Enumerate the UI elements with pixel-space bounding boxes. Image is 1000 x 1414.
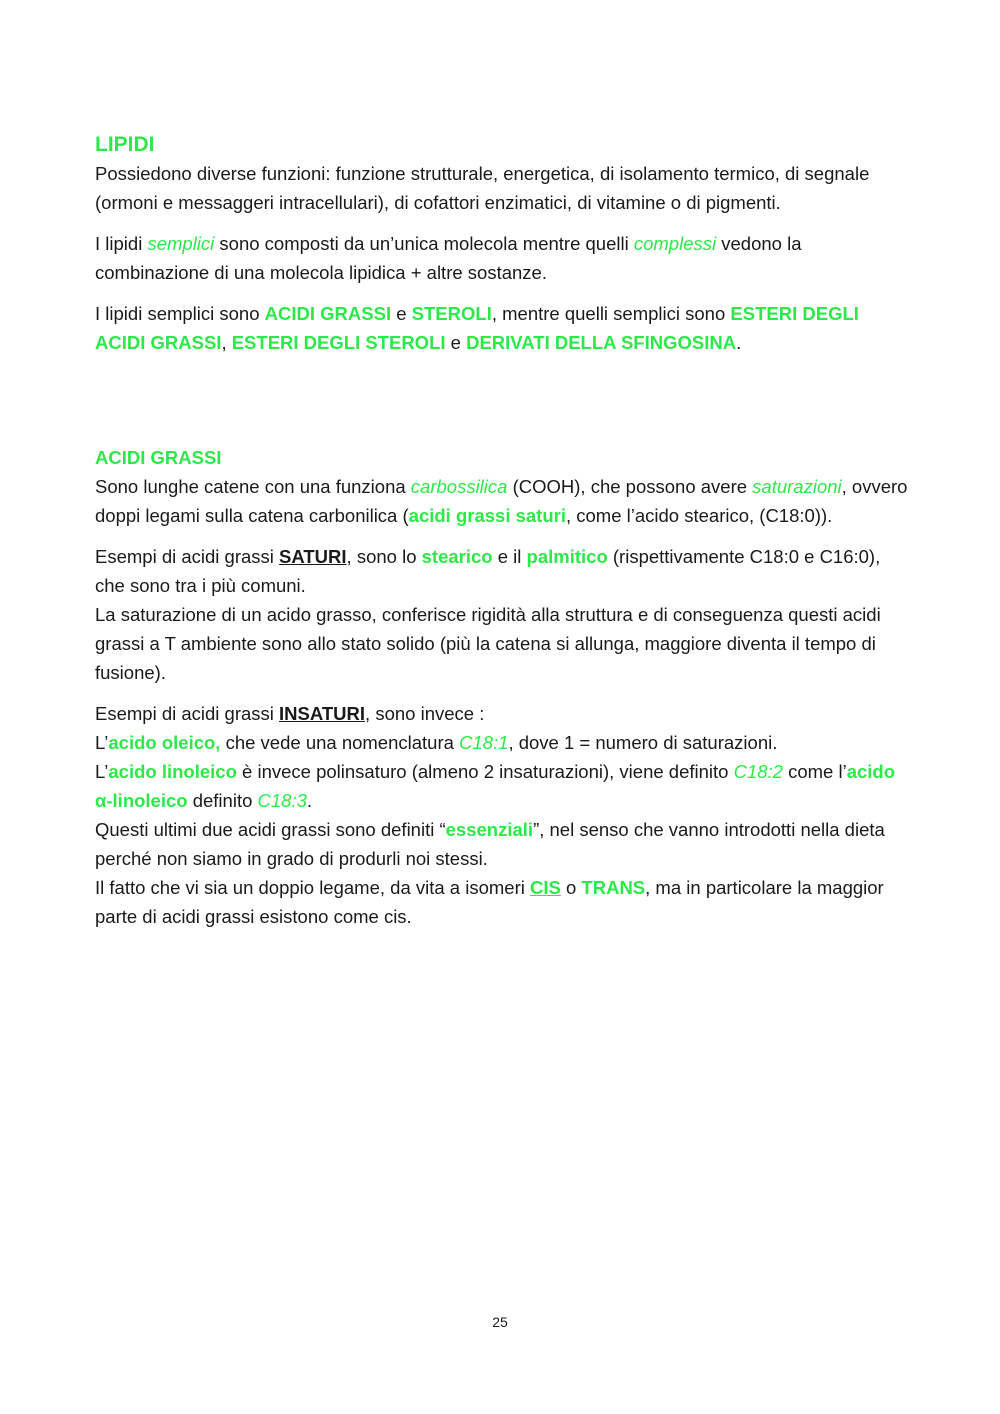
text: , ma in particolare la maggior parte di acidi grassi esistono come cis. xyxy=(95,877,884,927)
text: Esempi di acidi grassi xyxy=(95,546,280,567)
text: La saturazione di un acido grasso, conferisce rigidità alla struttura e di conseguenza questi acidi grassi a T ambiente sono allo stato solido (più la catena si allunga, maggiore diventa il tempo di fusione). xyxy=(95,604,881,683)
term-esteri-acidi-grassi: ESTERI DEGLI ACIDI GRASSI xyxy=(95,303,859,353)
term-c18-2: C18:2 xyxy=(733,761,783,782)
text: , xyxy=(221,332,232,353)
term-insaturi: INSATURI xyxy=(279,703,366,724)
term-carbossilica: carbossilica xyxy=(410,476,508,497)
heading-lipidi: LIPIDI xyxy=(95,133,155,156)
text: e il xyxy=(492,546,527,567)
paragraph-semplici-complessi xyxy=(95,229,910,287)
term-complessi: complessi xyxy=(633,233,717,254)
text: , sono invece : xyxy=(365,703,485,724)
paragraph-insaturi xyxy=(95,699,910,931)
term-acido-oleico: acido oleico, xyxy=(108,732,221,753)
text: sono composti da un’unica molecola mentre quelli xyxy=(214,233,634,254)
term-acidi-grassi-saturi: acidi grassi saturi xyxy=(408,505,566,526)
text: I lipidi xyxy=(95,233,148,254)
term-saturazioni: saturazioni xyxy=(752,476,842,497)
text: L’ xyxy=(95,732,109,753)
term-trans: TRANS xyxy=(581,877,646,898)
term-stearico: stearico xyxy=(421,546,493,567)
document-body xyxy=(95,131,910,943)
text: , come l’acido stearico, (C18:0)). xyxy=(565,505,833,526)
term-steroli: STEROLI xyxy=(411,303,492,324)
text: ”, nel senso che vanno introdotti nella dieta perché non siamo in grado di produrli noi stessi. xyxy=(95,819,885,869)
text: Esempi di acidi grassi xyxy=(95,703,280,724)
text: , mentre quelli semplici sono xyxy=(491,303,731,324)
term-saturi: SATURI xyxy=(279,546,347,567)
text: e xyxy=(391,303,412,324)
page-number: 25 xyxy=(492,1314,508,1330)
text: (COOH), che possono avere xyxy=(507,476,753,497)
text: è invece polinsaturo (almeno 2 insaturazioni), viene definito xyxy=(236,761,734,782)
text: (rispettivamente C18:0 e C16:0), che sono tra i più comuni. xyxy=(95,546,881,596)
text: I lipidi semplici sono xyxy=(95,303,265,324)
text: che vede una nomenclatura xyxy=(220,732,460,753)
text: Il fatto che vi sia un doppio legame, da vita a isomeri xyxy=(95,877,530,898)
term-acido-linoleico: acido linoleico xyxy=(108,761,237,782)
term-cis: CIS xyxy=(530,877,561,898)
text: , ovvero doppi legami sulla catena carbonilica ( xyxy=(95,476,908,526)
term-palmitico: palmitico xyxy=(526,546,608,567)
term-acido-alfa-linoleico: acido α-linoleico xyxy=(95,761,896,811)
term-c18-3: C18:3 xyxy=(257,790,307,811)
paragraph-saturi xyxy=(95,542,910,687)
text: . xyxy=(306,790,313,811)
section-acidi-grassi xyxy=(95,443,910,931)
paragraph-funzioni: Possiedono diverse funzioni: funzione strutturale, energetica, di isolamento termico, di segnale (ormoni e messaggeri intracellulari), di cofattori enzimatici, di vitamine o di pigmenti. xyxy=(95,163,870,213)
term-c18-1: C18:1 xyxy=(459,732,509,753)
heading-acidi-grassi: ACIDI GRASSI xyxy=(95,447,222,468)
text: e xyxy=(445,332,467,353)
text: , dove 1 = numero di saturazioni. xyxy=(508,732,778,753)
term-essenziali: essenziali xyxy=(445,819,534,840)
text: . xyxy=(736,332,742,353)
term-acidi-grassi: ACIDI GRASSI xyxy=(264,303,392,324)
text: come l’ xyxy=(782,761,847,782)
term-esteri-steroli: ESTERI DEGLI STEROLI xyxy=(231,332,446,353)
text: L’ xyxy=(95,761,109,782)
text: o xyxy=(560,877,582,898)
text: vedono la combinazione di una molecola lipidica + altre sostanze. xyxy=(95,233,802,283)
paragraph-classi-lipidi xyxy=(95,299,910,357)
text: Questi ultimi due acidi grassi sono definiti “ xyxy=(95,819,446,840)
term-derivati-sfingosina: DERIVATI DELLA SFINGOSINA xyxy=(466,332,737,353)
text: Sono lunghe catene con una funziona xyxy=(95,476,411,497)
text: definito xyxy=(187,790,258,811)
term-semplici: semplici xyxy=(147,233,215,254)
paragraph-definizione xyxy=(95,472,910,530)
text: , sono lo xyxy=(346,546,422,567)
